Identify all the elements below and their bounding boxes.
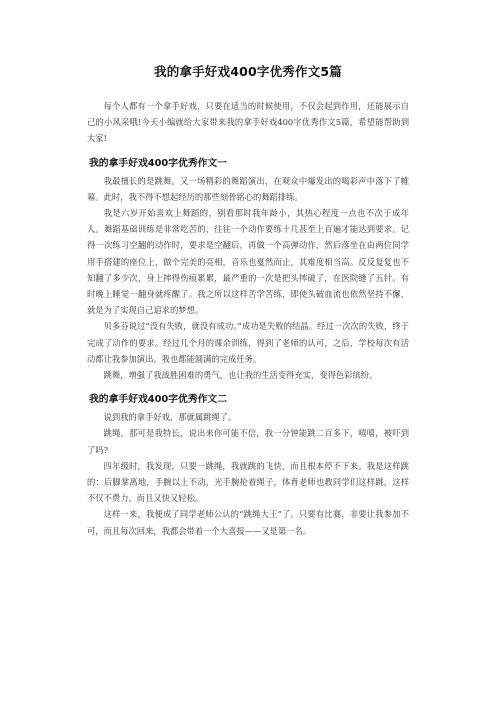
- section-2-paragraph-4: 这样一来，我便成了同学老师公认的“跳绳大王”了，只要有比赛，非要让我参加不可，而且每次回来，我都会带着一个大喜报——又是第一名。: [87, 509, 409, 536]
- section-heading-2: 我的拿手好戏400字优秀作文二: [89, 394, 228, 406]
- section-heading-1: 我的拿手好戏400字优秀作文一: [89, 157, 228, 169]
- section-1-paragraph-2: 我是六岁开始喜欢上舞蹈的，别看那时我年龄小，其热心程度一点也不次于成年人。舞蹈基础训练是非常吃苦的，往往一个动作要练十几甚至上百遍才能达到要求。记得一次练习空翻的动作时，要求是空翻后，再做一个高弹动作，然后落坐在由两位同学用手搭建的座位上，做个完美的亮相，音乐也戛然而止，其难度相当高。反反复复也不知翻了多少次，身上摔得伤痕累累，最严重的一次是把头摔破了，在医院缝了五针。有时晚上睡觉一翻身就疼醒了。我之所以这样苦学苦练，即使头破血流也依然坚持不懈，就是为了实现自己追求的梦想。: [87, 208, 409, 316]
- section-2-paragraph-3: 四年级时，我发现，只要一跳绳，我就跳的飞快，而且根本停不下来。我是这样跳的：后脚掌离地，手腕以上不动，光手腕抡着绳子，体育老师也教同学们这样跳，这样不仅不费力，而且又快又轻松。: [87, 460, 409, 504]
- section-2-paragraph-1: 说到我的拿手好戏，那就属跳绳了。: [103, 412, 237, 423]
- section-1-paragraph-3: 贝多芬说过“没有失败，就没有成功。”成功是失败的结晶。经过一次次的失败，终于完成了动作的要求。经过几个月的课余训练，得到了老师的认可，之后，学校每次有活动都让我参加演出。我也都能圆满的完成任务。: [87, 321, 409, 364]
- section-2-paragraph-2: 跳绳，那可是我特长，说出来你可能不信，我一分钟能跳二百多下，嘻嘻，被吓到了吗?: [87, 428, 409, 455]
- section-1-paragraph-4: 跳舞，增强了我战胜困难的勇气，也让我的生活变得充实，变得色彩缤纷。: [103, 370, 378, 381]
- document-title: 我的拿手好戏400字优秀作文5篇: [154, 64, 342, 79]
- section-1-paragraph-1: 我最擅长的是跳舞。又一场精彩的舞蹈演出，在观众中爆发出的喝彩声中落下了帷幕。此时，我不得不想起经历的那些刻骨铭心的舞蹈排练。: [87, 175, 409, 202]
- document-page: [87, 58, 409, 539]
- intro-paragraph: 每个人都有一个拿手好戏，只要在适当的时候使用，不仅会起到作用，还能展示自己的小风采哦!今天小编就给大家带来我的拿手好戏400字优秀作文5篇，希望能帮助到大家!: [87, 101, 409, 144]
